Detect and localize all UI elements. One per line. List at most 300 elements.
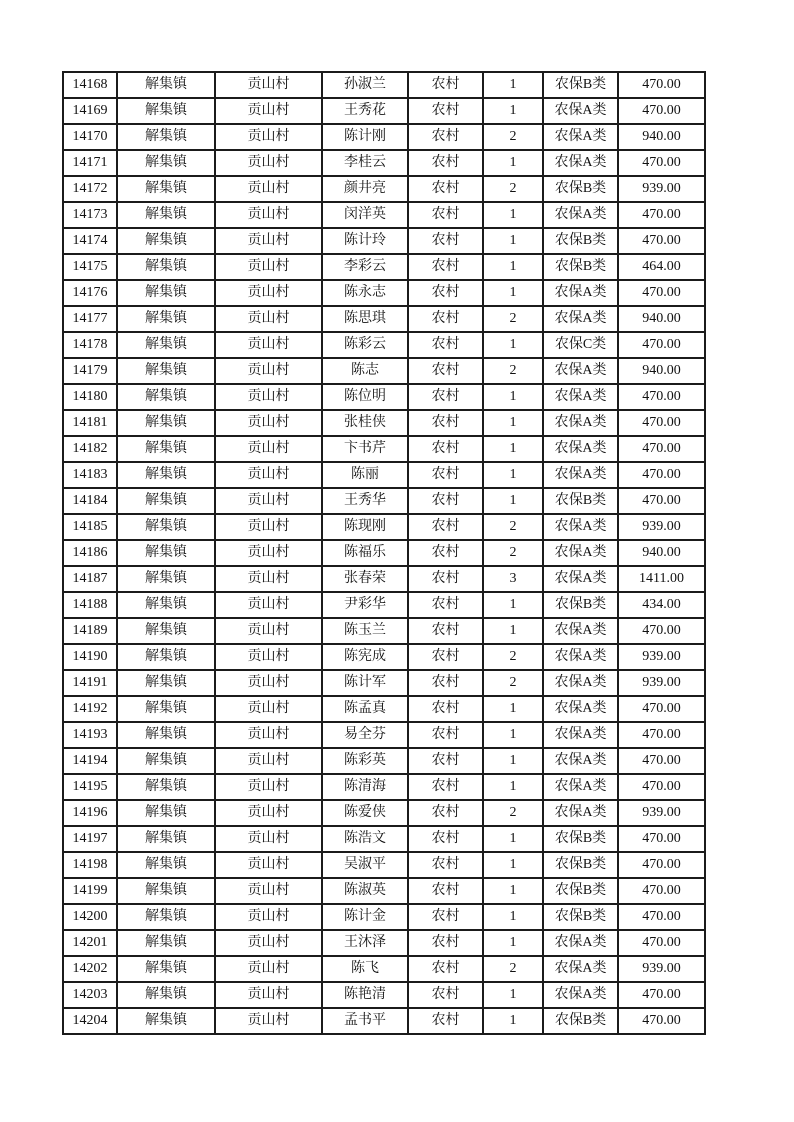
- cell-town: 解集镇: [117, 930, 215, 956]
- cell-category: 农保A类: [543, 202, 618, 228]
- cell-name: 卞书芹: [322, 436, 408, 462]
- cell-category: 农保B类: [543, 176, 618, 202]
- cell-count: 2: [483, 670, 543, 696]
- cell-category: 农保A类: [543, 306, 618, 332]
- cell-residence: 农村: [408, 904, 483, 930]
- cell-amount: 470.00: [618, 72, 705, 98]
- cell-village: 贡山村: [215, 722, 322, 748]
- cell-count: 2: [483, 800, 543, 826]
- cell-town: 解集镇: [117, 982, 215, 1008]
- cell-id: 14176: [63, 280, 117, 306]
- cell-town: 解集镇: [117, 774, 215, 800]
- cell-village: 贡山村: [215, 488, 322, 514]
- cell-amount: 434.00: [618, 592, 705, 618]
- cell-category: 农保A类: [543, 800, 618, 826]
- cell-residence: 农村: [408, 1008, 483, 1034]
- cell-residence: 农村: [408, 800, 483, 826]
- cell-count: 2: [483, 306, 543, 332]
- cell-count: 1: [483, 228, 543, 254]
- cell-town: 解集镇: [117, 670, 215, 696]
- cell-category: 农保A类: [543, 124, 618, 150]
- insurance-roster-table-body: [63, 72, 705, 1034]
- table-row: [63, 306, 705, 332]
- table-row: [63, 72, 705, 98]
- cell-name: 陈永志: [322, 280, 408, 306]
- cell-residence: 农村: [408, 488, 483, 514]
- cell-village: 贡山村: [215, 306, 322, 332]
- table-row: [63, 644, 705, 670]
- cell-town: 解集镇: [117, 462, 215, 488]
- cell-village: 贡山村: [215, 670, 322, 696]
- cell-village: 贡山村: [215, 332, 322, 358]
- table-row: [63, 852, 705, 878]
- cell-amount: 470.00: [618, 462, 705, 488]
- cell-id: 14192: [63, 696, 117, 722]
- cell-category: 农保A类: [543, 410, 618, 436]
- cell-count: 1: [483, 592, 543, 618]
- cell-category: 农保B类: [543, 254, 618, 280]
- cell-name: 陈玉兰: [322, 618, 408, 644]
- cell-residence: 农村: [408, 358, 483, 384]
- cell-village: 贡山村: [215, 826, 322, 852]
- cell-count: 1: [483, 982, 543, 1008]
- cell-id: 14203: [63, 982, 117, 1008]
- cell-town: 解集镇: [117, 150, 215, 176]
- cell-category: 农保A类: [543, 956, 618, 982]
- cell-name: 陈计玲: [322, 228, 408, 254]
- cell-id: 14186: [63, 540, 117, 566]
- cell-amount: 470.00: [618, 904, 705, 930]
- cell-category: 农保A类: [543, 280, 618, 306]
- cell-count: 3: [483, 566, 543, 592]
- cell-village: 贡山村: [215, 384, 322, 410]
- cell-town: 解集镇: [117, 696, 215, 722]
- cell-name: 张桂侠: [322, 410, 408, 436]
- cell-town: 解集镇: [117, 98, 215, 124]
- cell-residence: 农村: [408, 202, 483, 228]
- cell-residence: 农村: [408, 410, 483, 436]
- cell-id: 14190: [63, 644, 117, 670]
- table-row: [63, 228, 705, 254]
- cell-village: 贡山村: [215, 800, 322, 826]
- cell-town: 解集镇: [117, 904, 215, 930]
- cell-count: 1: [483, 722, 543, 748]
- cell-count: 1: [483, 280, 543, 306]
- cell-name: 陈现刚: [322, 514, 408, 540]
- cell-id: 14195: [63, 774, 117, 800]
- table-row: [63, 774, 705, 800]
- cell-count: 1: [483, 696, 543, 722]
- cell-town: 解集镇: [117, 254, 215, 280]
- cell-category: 农保B类: [543, 826, 618, 852]
- table-row: [63, 722, 705, 748]
- cell-category: 农保B类: [543, 904, 618, 930]
- cell-category: 农保A类: [543, 566, 618, 592]
- table-row: [63, 696, 705, 722]
- cell-category: 农保A类: [543, 982, 618, 1008]
- cell-village: 贡山村: [215, 540, 322, 566]
- cell-category: 农保A类: [543, 930, 618, 956]
- cell-village: 贡山村: [215, 98, 322, 124]
- table-row: [63, 332, 705, 358]
- cell-id: 14170: [63, 124, 117, 150]
- cell-count: 1: [483, 72, 543, 98]
- table-row: [63, 410, 705, 436]
- cell-town: 解集镇: [117, 488, 215, 514]
- table-row: [63, 514, 705, 540]
- cell-residence: 农村: [408, 748, 483, 774]
- cell-residence: 农村: [408, 72, 483, 98]
- cell-village: 贡山村: [215, 618, 322, 644]
- cell-name: 李彩云: [322, 254, 408, 280]
- cell-count: 1: [483, 462, 543, 488]
- cell-town: 解集镇: [117, 72, 215, 98]
- cell-residence: 农村: [408, 98, 483, 124]
- cell-count: 2: [483, 644, 543, 670]
- cell-category: 农保A类: [543, 540, 618, 566]
- cell-id: 14200: [63, 904, 117, 930]
- cell-residence: 农村: [408, 514, 483, 540]
- cell-name: 陈飞: [322, 956, 408, 982]
- cell-id: 14174: [63, 228, 117, 254]
- table-row: [63, 566, 705, 592]
- cell-count: 1: [483, 150, 543, 176]
- cell-name: 闵洋英: [322, 202, 408, 228]
- cell-amount: 470.00: [618, 436, 705, 462]
- cell-village: 贡山村: [215, 956, 322, 982]
- cell-count: 1: [483, 826, 543, 852]
- cell-count: 1: [483, 852, 543, 878]
- cell-village: 贡山村: [215, 462, 322, 488]
- cell-amount: 940.00: [618, 358, 705, 384]
- cell-name: 陈丽: [322, 462, 408, 488]
- cell-count: 2: [483, 956, 543, 982]
- cell-village: 贡山村: [215, 410, 322, 436]
- cell-category: 农保A类: [543, 748, 618, 774]
- cell-village: 贡山村: [215, 72, 322, 98]
- cell-id: 14193: [63, 722, 117, 748]
- cell-town: 解集镇: [117, 852, 215, 878]
- table-row: [63, 436, 705, 462]
- cell-category: 农保A类: [543, 98, 618, 124]
- cell-count: 1: [483, 1008, 543, 1034]
- cell-count: 2: [483, 124, 543, 150]
- cell-name: 陈彩英: [322, 748, 408, 774]
- cell-village: 贡山村: [215, 748, 322, 774]
- cell-residence: 农村: [408, 306, 483, 332]
- cell-id: 14179: [63, 358, 117, 384]
- cell-count: 1: [483, 384, 543, 410]
- cell-name: 陈清海: [322, 774, 408, 800]
- cell-id: 14182: [63, 436, 117, 462]
- cell-name: 陈计刚: [322, 124, 408, 150]
- cell-category: 农保B类: [543, 852, 618, 878]
- cell-residence: 农村: [408, 280, 483, 306]
- cell-id: 14172: [63, 176, 117, 202]
- cell-village: 贡山村: [215, 150, 322, 176]
- cell-name: 张春荣: [322, 566, 408, 592]
- cell-amount: 939.00: [618, 800, 705, 826]
- cell-category: 农保A类: [543, 774, 618, 800]
- insurance-roster-table: [62, 71, 706, 1035]
- cell-residence: 农村: [408, 696, 483, 722]
- cell-residence: 农村: [408, 644, 483, 670]
- table-row: [63, 904, 705, 930]
- cell-village: 贡山村: [215, 982, 322, 1008]
- cell-category: 农保B类: [543, 592, 618, 618]
- table-row: [63, 462, 705, 488]
- cell-residence: 农村: [408, 930, 483, 956]
- cell-village: 贡山村: [215, 436, 322, 462]
- cell-town: 解集镇: [117, 384, 215, 410]
- cell-count: 1: [483, 904, 543, 930]
- cell-count: 1: [483, 332, 543, 358]
- cell-amount: 470.00: [618, 618, 705, 644]
- cell-id: 14178: [63, 332, 117, 358]
- cell-name: 王沐泽: [322, 930, 408, 956]
- table-row: [63, 982, 705, 1008]
- cell-id: 14185: [63, 514, 117, 540]
- cell-category: 农保A类: [543, 462, 618, 488]
- cell-village: 贡山村: [215, 852, 322, 878]
- cell-id: 14173: [63, 202, 117, 228]
- cell-count: 1: [483, 410, 543, 436]
- cell-amount: 470.00: [618, 228, 705, 254]
- table-row: [63, 618, 705, 644]
- cell-village: 贡山村: [215, 592, 322, 618]
- cell-residence: 农村: [408, 774, 483, 800]
- cell-id: 14202: [63, 956, 117, 982]
- cell-category: 农保A类: [543, 696, 618, 722]
- cell-count: 1: [483, 488, 543, 514]
- cell-town: 解集镇: [117, 1008, 215, 1034]
- cell-village: 贡山村: [215, 176, 322, 202]
- cell-name: 陈宪成: [322, 644, 408, 670]
- cell-village: 贡山村: [215, 254, 322, 280]
- cell-residence: 农村: [408, 670, 483, 696]
- cell-category: 农保A类: [543, 384, 618, 410]
- cell-id: 14168: [63, 72, 117, 98]
- cell-category: 农保A类: [543, 358, 618, 384]
- cell-name: 陈爱侠: [322, 800, 408, 826]
- cell-count: 1: [483, 878, 543, 904]
- cell-id: 14197: [63, 826, 117, 852]
- cell-residence: 农村: [408, 826, 483, 852]
- cell-town: 解集镇: [117, 436, 215, 462]
- cell-town: 解集镇: [117, 566, 215, 592]
- table-row: [63, 956, 705, 982]
- table-row: [63, 150, 705, 176]
- cell-amount: 470.00: [618, 982, 705, 1008]
- cell-residence: 农村: [408, 436, 483, 462]
- cell-amount: 470.00: [618, 98, 705, 124]
- cell-town: 解集镇: [117, 878, 215, 904]
- cell-village: 贡山村: [215, 280, 322, 306]
- cell-name: 陈志: [322, 358, 408, 384]
- cell-town: 解集镇: [117, 800, 215, 826]
- cell-town: 解集镇: [117, 956, 215, 982]
- cell-id: 14191: [63, 670, 117, 696]
- cell-amount: 939.00: [618, 514, 705, 540]
- cell-amount: 470.00: [618, 150, 705, 176]
- cell-village: 贡山村: [215, 644, 322, 670]
- cell-town: 解集镇: [117, 722, 215, 748]
- cell-village: 贡山村: [215, 358, 322, 384]
- cell-id: 14187: [63, 566, 117, 592]
- cell-residence: 农村: [408, 592, 483, 618]
- cell-count: 1: [483, 748, 543, 774]
- table-row: [63, 592, 705, 618]
- cell-category: 农保A类: [543, 618, 618, 644]
- table-row: [63, 1008, 705, 1034]
- cell-village: 贡山村: [215, 930, 322, 956]
- cell-town: 解集镇: [117, 280, 215, 306]
- cell-residence: 农村: [408, 254, 483, 280]
- cell-residence: 农村: [408, 722, 483, 748]
- cell-residence: 农村: [408, 384, 483, 410]
- table-row: [63, 384, 705, 410]
- cell-id: 14180: [63, 384, 117, 410]
- table-row: [63, 280, 705, 306]
- cell-residence: 农村: [408, 150, 483, 176]
- cell-residence: 农村: [408, 124, 483, 150]
- cell-amount: 940.00: [618, 306, 705, 332]
- cell-count: 2: [483, 540, 543, 566]
- cell-id: 14188: [63, 592, 117, 618]
- cell-village: 贡山村: [215, 202, 322, 228]
- cell-amount: 464.00: [618, 254, 705, 280]
- cell-category: 农保A类: [543, 644, 618, 670]
- cell-amount: 470.00: [618, 826, 705, 852]
- cell-amount: 470.00: [618, 852, 705, 878]
- cell-residence: 农村: [408, 982, 483, 1008]
- cell-category: 农保A类: [543, 514, 618, 540]
- table-row: [63, 800, 705, 826]
- cell-village: 贡山村: [215, 566, 322, 592]
- cell-count: 1: [483, 202, 543, 228]
- cell-name: 陈浩文: [322, 826, 408, 852]
- cell-category: 农保A类: [543, 150, 618, 176]
- cell-name: 陈艳清: [322, 982, 408, 1008]
- table-row: [63, 176, 705, 202]
- cell-town: 解集镇: [117, 176, 215, 202]
- cell-town: 解集镇: [117, 228, 215, 254]
- cell-town: 解集镇: [117, 748, 215, 774]
- cell-id: 14181: [63, 410, 117, 436]
- table-row: [63, 748, 705, 774]
- cell-residence: 农村: [408, 618, 483, 644]
- cell-count: 1: [483, 254, 543, 280]
- cell-name: 陈计军: [322, 670, 408, 696]
- cell-amount: 470.00: [618, 384, 705, 410]
- cell-town: 解集镇: [117, 644, 215, 670]
- cell-name: 尹彩华: [322, 592, 408, 618]
- cell-name: 陈思琪: [322, 306, 408, 332]
- cell-village: 贡山村: [215, 904, 322, 930]
- cell-town: 解集镇: [117, 306, 215, 332]
- cell-count: 1: [483, 436, 543, 462]
- cell-amount: 470.00: [618, 774, 705, 800]
- cell-town: 解集镇: [117, 592, 215, 618]
- cell-count: 1: [483, 930, 543, 956]
- cell-name: 陈孟真: [322, 696, 408, 722]
- cell-residence: 农村: [408, 228, 483, 254]
- table-row: [63, 124, 705, 150]
- cell-category: 农保B类: [543, 878, 618, 904]
- cell-id: 14175: [63, 254, 117, 280]
- table-row: [63, 202, 705, 228]
- cell-amount: 470.00: [618, 332, 705, 358]
- cell-village: 贡山村: [215, 124, 322, 150]
- cell-village: 贡山村: [215, 228, 322, 254]
- cell-residence: 农村: [408, 540, 483, 566]
- cell-village: 贡山村: [215, 514, 322, 540]
- cell-name: 颜井亮: [322, 176, 408, 202]
- cell-id: 14184: [63, 488, 117, 514]
- cell-category: 农保C类: [543, 332, 618, 358]
- cell-id: 14204: [63, 1008, 117, 1034]
- cell-town: 解集镇: [117, 514, 215, 540]
- cell-count: 1: [483, 774, 543, 800]
- cell-town: 解集镇: [117, 540, 215, 566]
- table-row: [63, 670, 705, 696]
- cell-village: 贡山村: [215, 774, 322, 800]
- cell-amount: 1411.00: [618, 566, 705, 592]
- cell-residence: 农村: [408, 332, 483, 358]
- cell-count: 2: [483, 358, 543, 384]
- table-row: [63, 826, 705, 852]
- cell-name: 陈福乐: [322, 540, 408, 566]
- cell-category: 农保A类: [543, 670, 618, 696]
- cell-town: 解集镇: [117, 124, 215, 150]
- cell-name: 孟书平: [322, 1008, 408, 1034]
- cell-residence: 农村: [408, 462, 483, 488]
- cell-name: 吴淑平: [322, 852, 408, 878]
- cell-amount: 939.00: [618, 956, 705, 982]
- cell-count: 2: [483, 514, 543, 540]
- cell-count: 1: [483, 618, 543, 644]
- cell-id: 14199: [63, 878, 117, 904]
- cell-town: 解集镇: [117, 358, 215, 384]
- table-row: [63, 488, 705, 514]
- cell-id: 14194: [63, 748, 117, 774]
- cell-name: 陈淑英: [322, 878, 408, 904]
- cell-amount: 470.00: [618, 748, 705, 774]
- cell-id: 14196: [63, 800, 117, 826]
- cell-amount: 470.00: [618, 696, 705, 722]
- cell-category: 农保A类: [543, 436, 618, 462]
- cell-residence: 农村: [408, 878, 483, 904]
- cell-name: 陈计金: [322, 904, 408, 930]
- cell-town: 解集镇: [117, 202, 215, 228]
- table-row: [63, 358, 705, 384]
- cell-amount: 470.00: [618, 878, 705, 904]
- cell-amount: 939.00: [618, 670, 705, 696]
- table-row: [63, 878, 705, 904]
- cell-town: 解集镇: [117, 410, 215, 436]
- cell-id: 14189: [63, 618, 117, 644]
- cell-village: 贡山村: [215, 696, 322, 722]
- cell-amount: 470.00: [618, 722, 705, 748]
- cell-amount: 470.00: [618, 1008, 705, 1034]
- cell-village: 贡山村: [215, 1008, 322, 1034]
- cell-name: 李桂云: [322, 150, 408, 176]
- cell-town: 解集镇: [117, 826, 215, 852]
- cell-id: 14169: [63, 98, 117, 124]
- cell-amount: 940.00: [618, 124, 705, 150]
- cell-name: 陈彩云: [322, 332, 408, 358]
- cell-count: 1: [483, 98, 543, 124]
